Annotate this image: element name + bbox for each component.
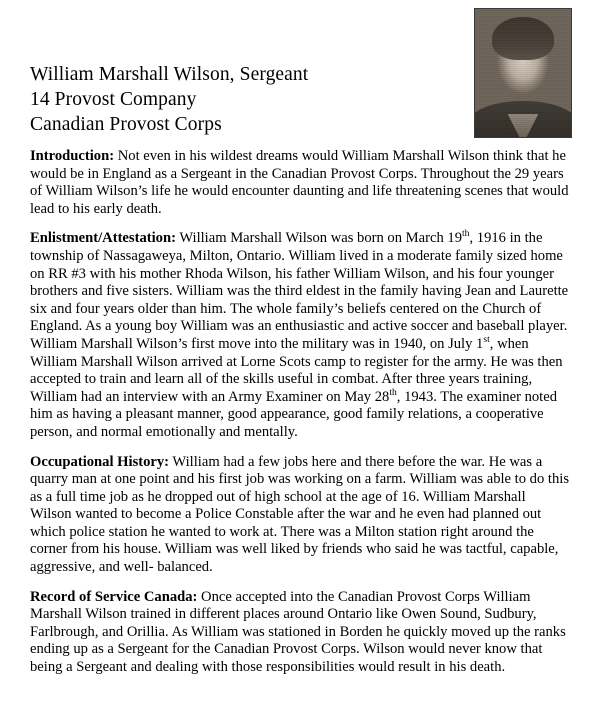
portrait-photo-image	[475, 9, 571, 137]
section-occupational-text: William had a few jobs here and there before the war. He was a quarry man at one point and his first job was working on a farm. William was able to do this as a full time job as he dropped out of high school at the age of 16. William Marshall Wilson wanted to become a Police Constable after the war and he even had planned out which police station he wanted to work at. There was a Milton station right around the corner from his house. William was well liked by friends who said he was tactful, capable, aggressive, and well- balanced.	[30, 453, 570, 576]
section-enlistment-text-part3: , when William Marshall Wilson arrived at Lorne Scots camp to register for the army. He was then accepted to train and learn all of the skills useful in combat. After three years training, William had an interview with an Army Examiner on May 28	[30, 335, 563, 405]
section-introduction-text: Not even in his wildest dreams would William Marshall Wilson think that he would be in England as a Sergeant in the Canadian Provost Corps. Throughout the 29 years of William Wilson’s life he would encounter daunting and life threatening scenes that would lead to his early death.	[30, 148, 569, 217]
section-enlistment-ordinal-3: th	[389, 386, 397, 398]
document-body	[30, 148, 570, 677]
section-record-text: Once accepted into the Canadian Provost Corps William Marshall Wilson trained in different places around Ontario like Owen Sound, Sudbury, Farlbrough, and Orillia. As William was stationed in Borden he quickly moved up the ranks ending up as a Sergeant for the Canadian Provost Corps. Wilson would never know that being a Sergeant and dealing with those responsibilities would result in his death.	[30, 588, 566, 676]
portrait-photo	[474, 8, 572, 138]
section-enlistment-ordinal-1: th	[462, 228, 470, 240]
section-enlistment-ordinal-2: st	[483, 334, 490, 346]
section-enlistment-text-part4: , 1943. The examiner noted him as having a pleasant manner, good appearance, good family relations, a cooperative person, and normal emotionally and mentally.	[30, 388, 557, 440]
section-occupational-history	[30, 454, 570, 577]
portrait-grain-overlay	[475, 9, 571, 137]
title-line-corps: Canadian Provost Corps	[30, 114, 222, 135]
title-line-company: 14 Provost Company	[30, 89, 197, 110]
section-occupational-heading: Occupational History:	[30, 453, 170, 470]
section-enlistment-text-part2: , 1916 in the township of Nassagaweya, Milton, Ontario. William lived in a moderate family sized home on RR #3 with his mother Rhoda Wilson, his father William Wilson, and his four younger brothers and five sisters. William was the third eldest in the family having Jean and Laurette six and four years older than him. The whole family’s beliefs centered on the Church of England. As a young boy William was an enthusiastic and active soccer and baseball player. William Marshall Wilson’s first move into the military was in 1940, on July 1	[30, 230, 569, 352]
document-title-block	[30, 62, 450, 137]
section-record-heading: Record of Service Canada:	[30, 588, 198, 605]
section-introduction-heading: Introduction:	[30, 148, 115, 164]
section-enlistment-attestation	[30, 230, 570, 441]
section-enlistment-text-part1: William Marshall Wilson was born on March 19	[175, 230, 463, 247]
section-enlistment-heading: Enlistment/Attestation:	[30, 230, 176, 247]
title-line-name-rank: William Marshall Wilson, Sergeant	[30, 64, 309, 85]
section-record-of-service	[30, 589, 570, 677]
section-introduction	[30, 148, 570, 218]
